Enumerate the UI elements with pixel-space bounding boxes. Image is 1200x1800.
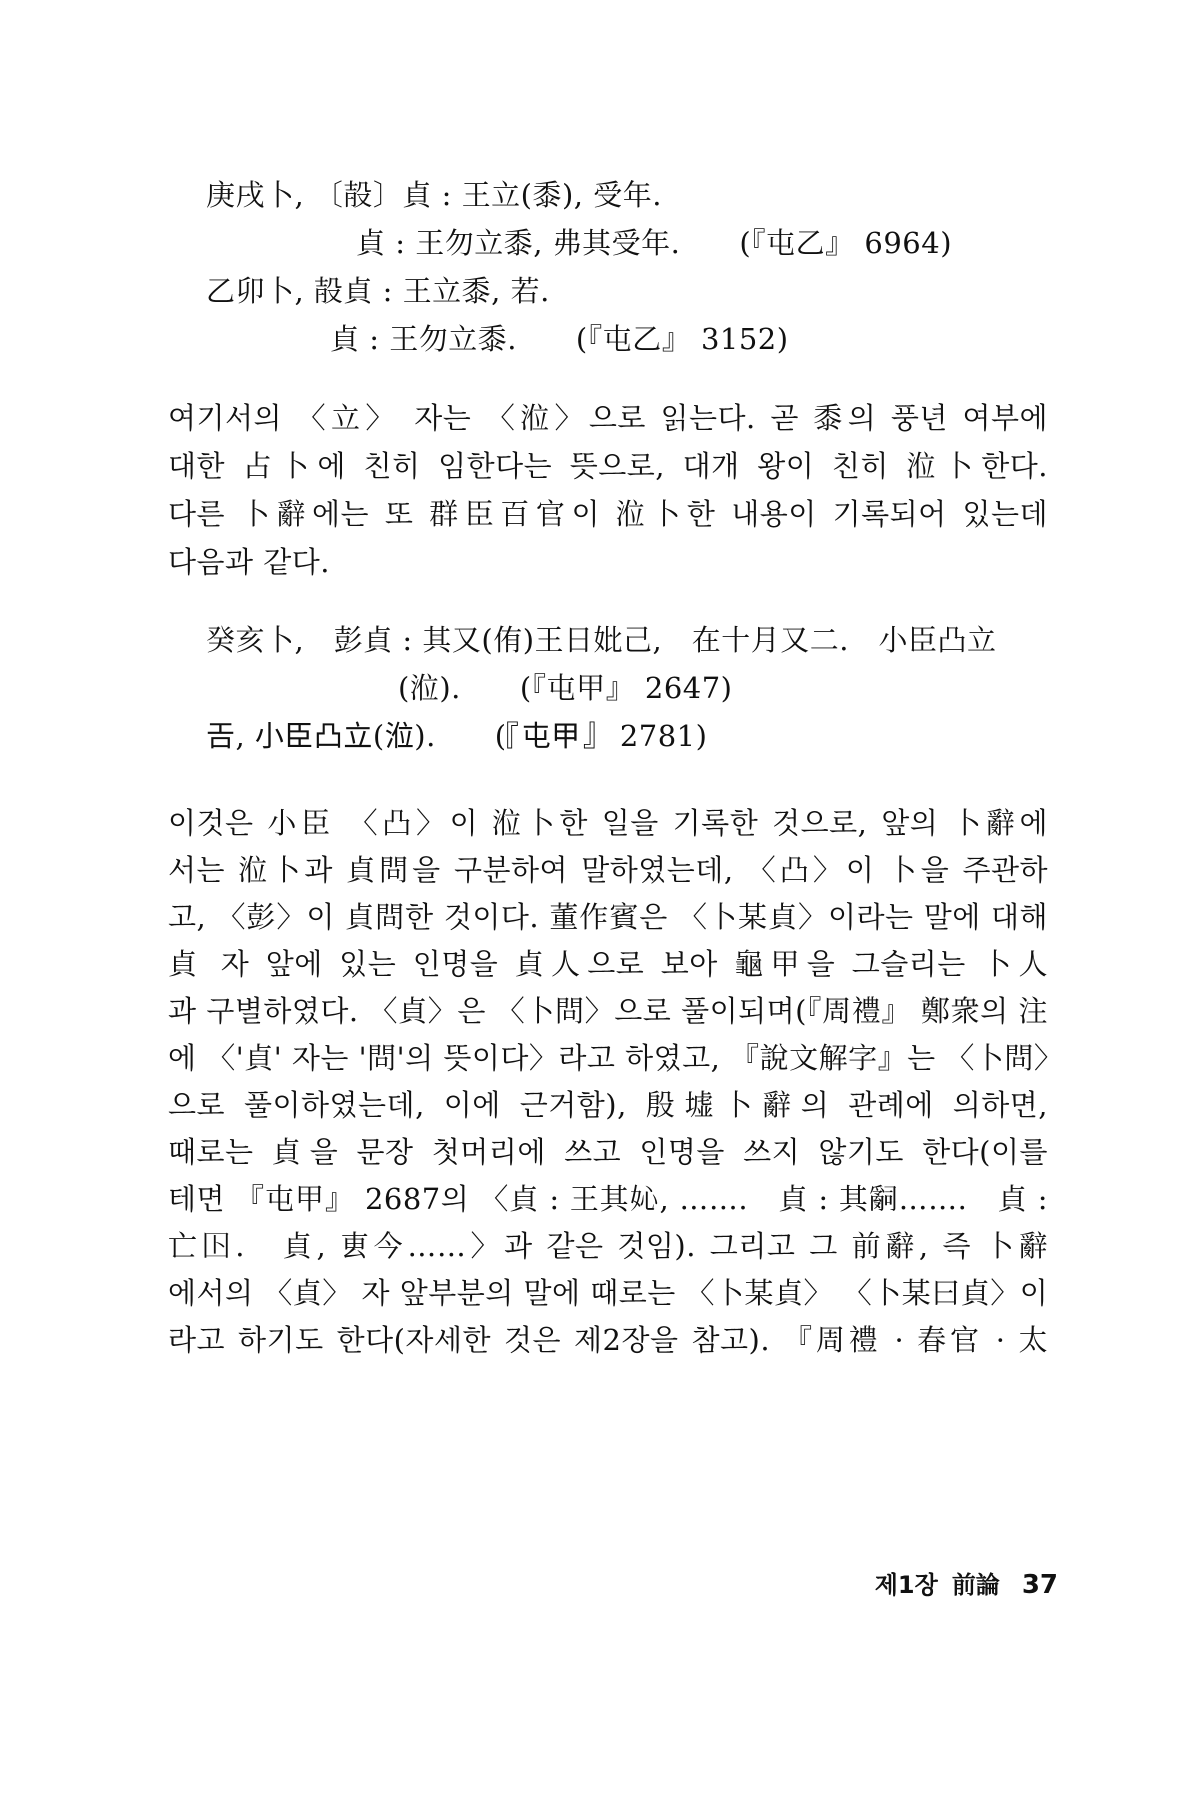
- paragraph2-line-3: 고, 〈彭〉이 貞問한 것이다. 董作賓은 〈卜某貞〉이라는 말에 대해: [168, 900, 1048, 934]
- quote2-line-1: 癸亥卜, 彭貞 : 其又(侑)王日妣己, 在十月又二. 小臣凸立: [206, 623, 997, 657]
- quote-line-2: 貞 : 王勿立黍, 弗其受年. (『屯乙』 6964): [356, 226, 953, 260]
- footer-chapter: 제1장: [874, 1571, 938, 1599]
- paragraph1-line-4: 다음과 같다.: [168, 545, 331, 579]
- page-footer: [875, 1565, 1058, 1600]
- quote-line-4: 貞 : 王勿立黍. (『屯乙』 3152): [330, 322, 789, 356]
- paragraph1-line-2: 대한 占卜에 친히 임한다는 뜻으로, 대개 왕이 친히 涖卜한다.: [168, 449, 1048, 483]
- paragraph1-line-1: 여기서의 〈立〉 자는 〈涖〉으로 읽는다. 곧 黍의 풍년 여부에: [168, 401, 1048, 435]
- paragraph2-line-6: 에 〈'貞' 자는 '問'의 뜻이다〉라고 하였고, 『說文解字』는 〈卜問〉: [168, 1041, 1064, 1075]
- paragraph2-line-11: 에서의 〈貞〉 자 앞부분의 말에 때로는 〈卜某貞〉 〈卜某曰貞〉이: [168, 1276, 1049, 1310]
- quote2-line-2: (涖). (『屯甲』 2647): [398, 671, 733, 705]
- quote2-line-3: 𢀛, 小臣凸立(涖). (『屯甲』 2781): [206, 719, 708, 753]
- page-number: 37: [1021, 1570, 1058, 1600]
- paragraph2-line-8: 때로는 貞을 문장 첫머리에 쓰고 인명을 쓰지 않기도 한다(이를: [168, 1135, 1048, 1169]
- paragraph2-line-10: 亡𡆥. 貞, 叀今……〉과 같은 것임). 그리고 그 前辭, 즉 卜辭: [168, 1229, 1048, 1263]
- paragraph1-line-3: 다른 卜辭에는 또 群臣百官이 涖卜한 내용이 기록되어 있는데: [168, 497, 1048, 531]
- quote-line-1: 庚戌卜, 〔㱿〕貞 : 王立(黍), 受年.: [206, 178, 662, 212]
- paragraph2-line-5: 과 구별하였다. 〈貞〉은 〈卜問〉으로 풀이되며(『周禮』 鄭衆의 注: [168, 994, 1048, 1028]
- paragraph2-line-2: 서는 涖卜과 貞問을 구분하여 말하였는데, 〈凸〉이 卜을 주관하: [168, 853, 1048, 887]
- paragraph2-line-12: 라고 하기도 한다(자세한 것은 제2장을 참고). 『周禮 · 春官 · 太: [168, 1323, 1048, 1357]
- paragraph2-line-1: 이것은 小臣 〈凸〉이 涖卜한 일을 기록한 것으로, 앞의 卜辭에: [168, 806, 1048, 840]
- paragraph2-line-4: 貞 자 앞에 있는 인명을 貞人으로 보아 龜甲을 그슬리는 卜人: [168, 947, 1048, 981]
- footer-section: 前論: [951, 1571, 1000, 1599]
- paragraph2-line-9: 테면 『屯甲』 2687의 〈貞 : 王其𡚿, ……. 貞 : 其𤔲……. 貞 :: [168, 1182, 1048, 1216]
- quote-line-3: 乙卯卜, 㱿貞 : 王立黍, 若.: [206, 274, 550, 308]
- paragraph2-line-7: 으로 풀이하였는데, 이에 근거함), 殷墟卜辭의 관례에 의하면,: [168, 1088, 1048, 1122]
